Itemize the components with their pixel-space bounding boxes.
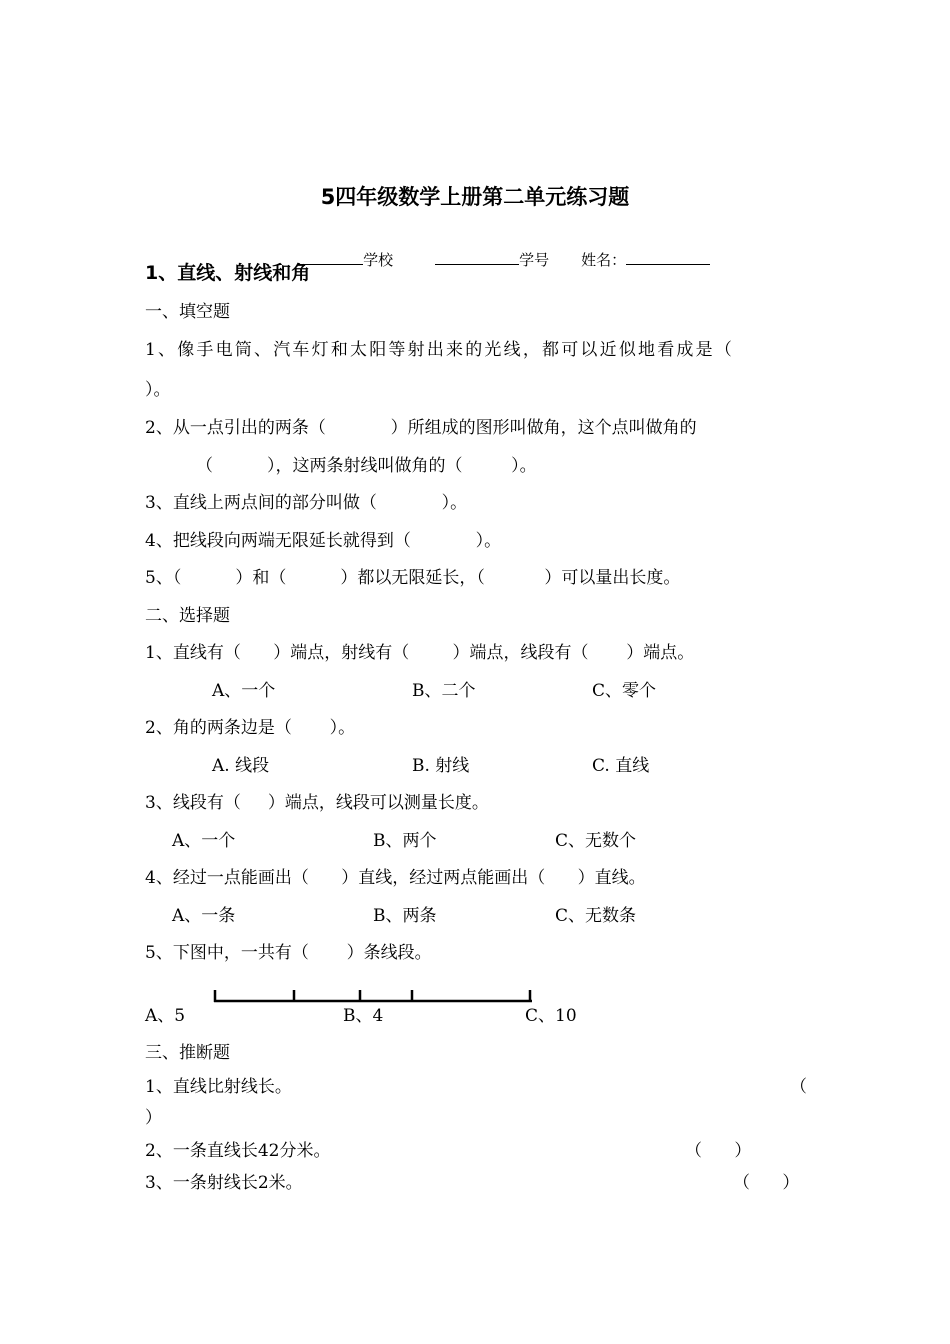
judge-heading: 三、推断题 xyxy=(145,1043,230,1063)
fill-q1-line2: ）。 xyxy=(145,380,171,400)
fill-q2-line1: 2、从一点引出的两条（ ）所组成的图形叫做角，这个点叫做角的 xyxy=(145,418,697,438)
choice-q5-option-b[interactable]: B、4 xyxy=(343,1006,384,1026)
fill-blank-heading: 一、填空题 xyxy=(145,302,230,322)
judge-q1-answer-close[interactable]: ） xyxy=(145,1108,162,1128)
choice-q3-option-a[interactable]: A、一个 xyxy=(172,831,236,851)
judge-q2: 2、一条直线长42分米。 xyxy=(145,1141,331,1161)
choice-q2-option-c[interactable]: C. 直线 xyxy=(592,756,650,776)
number-label: 学号 xyxy=(519,251,550,269)
choice-q4-option-a[interactable]: A、一条 xyxy=(172,906,236,926)
choice-q4-option-c[interactable]: C、无数条 xyxy=(555,906,637,926)
choice-q5-option-a[interactable]: A、5 xyxy=(145,1006,186,1026)
judge-q3-answer[interactable]: （ ） xyxy=(733,1173,800,1193)
choice-q3-option-b[interactable]: B、两个 xyxy=(373,831,437,851)
line-segment-figure xyxy=(212,986,536,1006)
judge-q1: 1、直线比射线长。 xyxy=(145,1077,292,1097)
fill-q1-line1: 1、像手电筒、汽车灯和太阳等射出来的光线，都可以近似地看成是（ xyxy=(145,340,735,360)
judge-q1-answer-open[interactable]: （ xyxy=(790,1077,807,1097)
choice-heading: 二、选择题 xyxy=(145,606,230,626)
choice-q1: 1、直线有（ ）端点，射线有（ ）端点，线段有（ ）端点。 xyxy=(145,643,695,663)
number-blank[interactable] xyxy=(435,248,519,265)
name-blank[interactable] xyxy=(626,248,710,265)
choice-q1-option-a[interactable]: A、一个 xyxy=(212,681,276,701)
fill-q4: 4、把线段向两端无限延长就得到（ ）。 xyxy=(145,531,502,551)
fill-q2-line2: （ ），这两条射线叫做角的（ ）。 xyxy=(196,456,537,476)
fill-q5: 5、（ ）和（ ）都以无限延长，（ ）可以量出长度。 xyxy=(145,568,681,588)
choice-q1-option-b[interactable]: B、二个 xyxy=(412,681,476,701)
page-title: 5四年级数学上册第二单元练习题 xyxy=(320,185,630,209)
judge-q3: 3、一条射线长2米。 xyxy=(145,1173,303,1193)
judge-q2-answer[interactable]: （ ） xyxy=(685,1141,752,1161)
choice-q4: 4、经过一点能画出（ ）直线，经过两点能画出（ ）直线。 xyxy=(145,868,646,888)
choice-q3: 3、线段有（ ）端点，线段可以测量长度。 xyxy=(145,793,489,813)
choice-q2-option-b[interactable]: B. 射线 xyxy=(412,756,470,776)
choice-q1-option-c[interactable]: C、零个 xyxy=(592,681,657,701)
choice-q2-option-a[interactable]: A. 线段 xyxy=(212,756,270,776)
choice-q3-option-c[interactable]: C、无数个 xyxy=(555,831,637,851)
choice-q5: 5、下图中，一共有（ ）条线段。 xyxy=(145,943,432,963)
student-info-line xyxy=(278,228,710,290)
choice-q4-option-b[interactable]: B、两条 xyxy=(373,906,437,926)
choice-q5-option-c[interactable]: C、10 xyxy=(525,1006,577,1026)
fill-q3: 3、直线上两点间的部分叫做（ ）。 xyxy=(145,493,468,513)
choice-q2: 2、角的两条边是（ ）。 xyxy=(145,718,356,738)
name-label: 姓名： xyxy=(581,251,627,269)
school-label: 学校 xyxy=(363,251,394,269)
section-heading: 1、直线、射线和角 xyxy=(145,262,311,284)
